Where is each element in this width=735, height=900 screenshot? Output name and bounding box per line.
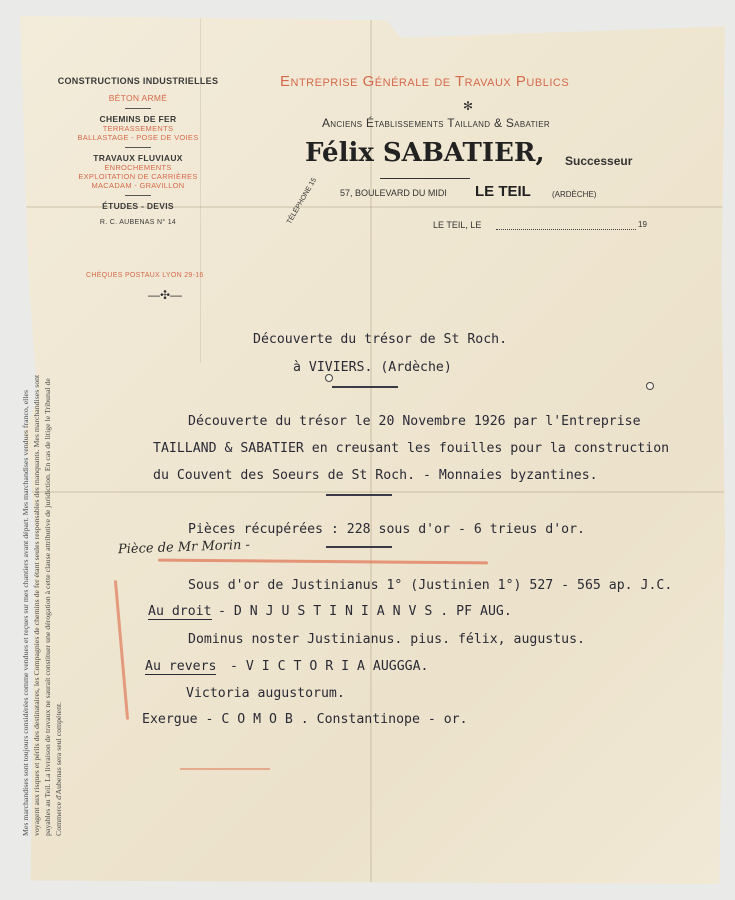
star-ornament-icon: ✻ [463, 99, 474, 113]
lc-fluviaux-sub1: ENROCHEMENTS [104, 163, 172, 172]
dominus-line: Dominus noster Justinianus. pius. félix, augustus. [188, 632, 585, 647]
droit-label: Au droit [148, 604, 212, 619]
red-crayon-mark [180, 768, 270, 770]
punch-hole [646, 382, 654, 390]
lc-fluviaux-sub3: MACADAM - GRAVILLON [91, 181, 185, 190]
paragraph-line: Découverte du trésor le 20 Novembre 1926 par l'Entreprise [188, 414, 641, 429]
successeur-label: Successeur [565, 154, 633, 168]
divider [326, 494, 392, 496]
paragraph-line: TAILLAND & SABATIER en creusant les fouilles pour la construction [153, 441, 670, 456]
revers-text: - V I C T O R I A AUGGGA. [230, 659, 429, 674]
lc-title: CONSTRUCTIONS INDUSTRIELLES [57, 76, 219, 86]
revers-label: Au revers [145, 659, 217, 674]
paragraph-line: du Couvent des Soeurs de St Roch. - Monnaies byzantines. [153, 468, 598, 483]
address: 57, BOULEVARD DU MIDI [340, 188, 447, 198]
victoria-line: Victoria augustorum. [186, 686, 345, 701]
exergue-line: Exergue - C O M O B . Constantinope - or. [142, 712, 468, 727]
divider [125, 195, 151, 196]
droit-text: - D N J U S T I N I A N V S . PF AUG. [218, 604, 512, 619]
company-name: Félix SABATIER, [305, 138, 545, 168]
date-label: LE TEIL, LE [433, 220, 482, 230]
anciens-etablissements: Anciens Établissements Tailland & Sabatier [322, 116, 550, 130]
department: (ARDÈCHE) [552, 190, 597, 199]
lc-fluviaux: TRAVAUX FLUVIAUX [93, 153, 183, 163]
divider [332, 386, 398, 388]
date-dotted-line [496, 229, 636, 230]
letterhead-left-column [38, 60, 238, 226]
lc-fluviaux-sub2: EXPLOITATION DE CARRIÈRES [78, 172, 198, 181]
heading-line-2: à VIVIERS. (Ardèche) [293, 360, 452, 375]
telephone: TÉLÉPHONE 15 [286, 176, 319, 226]
lc-chemins-sub1: TERRASSEMENTS [102, 124, 174, 133]
date-year-suffix: 19 [638, 220, 647, 229]
divider [125, 108, 151, 109]
pieces-recuperees: Pièces récupérées : 228 sous d'or - 6 trieus d'or. [188, 522, 585, 537]
divider [326, 546, 392, 548]
handwritten-note: Pièce de Mr Morin - [117, 537, 251, 558]
lc-chemins: CHEMINS DE FER [99, 114, 177, 124]
company-headline: Entreprise Générale de Travaux Publics [280, 73, 570, 90]
ornament-icon: —✣— [148, 288, 183, 302]
coin-description: Sous d'or de Justinianus 1° (Justinien 1°) 527 - 565 ap. J.C. [188, 578, 673, 593]
city: LE TEIL [475, 183, 531, 200]
divider [380, 178, 470, 179]
lc-etudes: ÉTUDES - DEVIS [102, 201, 174, 211]
lc-rc: R. C. AUBENAS N° 14 [99, 219, 177, 226]
divider [125, 147, 151, 148]
postal-cheques: CHÈQUES POSTAUX LYON 29-16 [86, 272, 204, 279]
heading-line-1: Découverte du trésor de St Roch. [253, 332, 508, 347]
lc-chemins-sub2: BALLASTAGE - POSE DE VOIES [77, 133, 199, 142]
punch-hole [325, 374, 333, 382]
legal-vertical-note: Mes marchandises sont toujours considérées comme vendues et reçues sur mes chantiers avant départ. Mes marchandises vendues franco, elles voyagent aux risques et périls des destinataires, les Compagnies de chemins de fer étant seules responsables des manquants. Mes marchandises sont payables au Teil. La livraison de travaux ne saurait constituer une dérogation à cette clause attributive de juridiction. En cas de litige le Tribunal de Commerce d'Aubenas sera seul compétent. [21, 374, 63, 836]
lc-beton: BÉTON ARMÉ [108, 93, 168, 103]
fold-crease [20, 491, 725, 493]
